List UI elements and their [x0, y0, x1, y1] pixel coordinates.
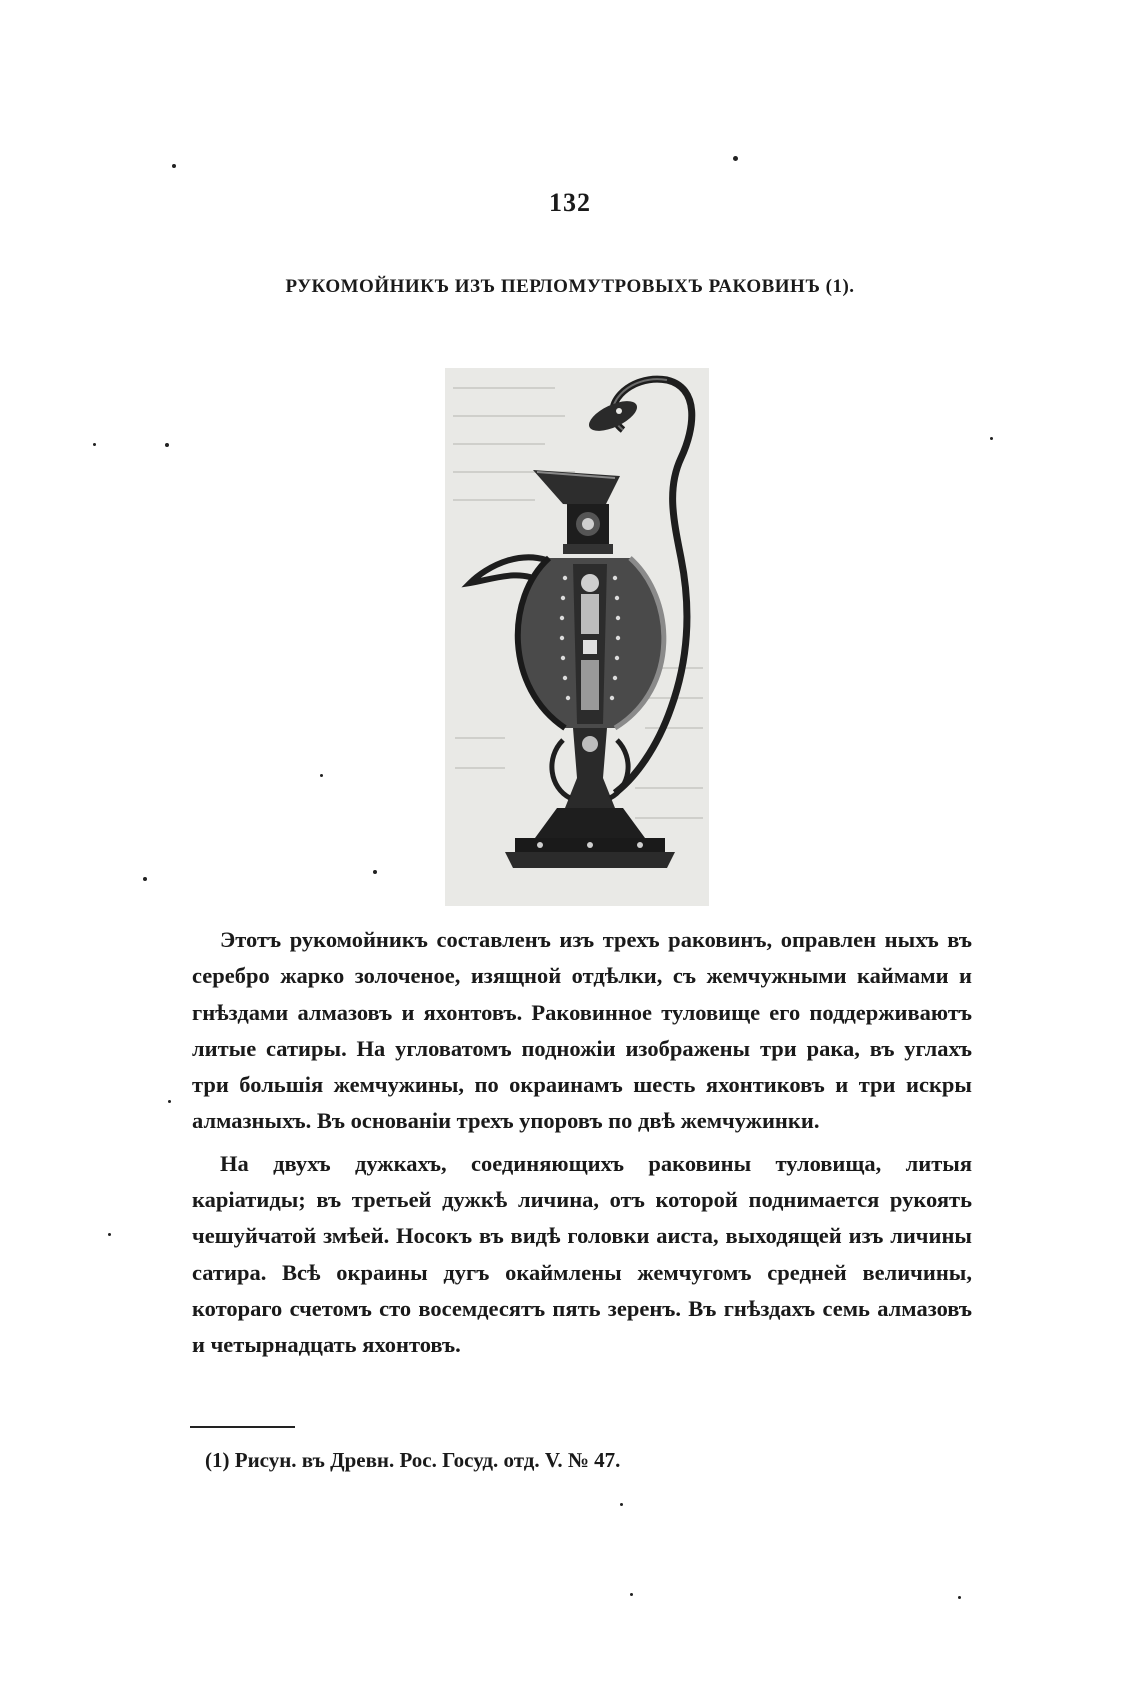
ewer-illustration: [445, 368, 709, 906]
scan-speck: [172, 164, 176, 168]
scan-speck: [620, 1503, 623, 1506]
ewer-illustration-icon: [445, 368, 709, 906]
scan-speck: [630, 1593, 633, 1596]
scan-speck: [373, 870, 377, 874]
footnote-divider: [190, 1426, 295, 1428]
page-title: РУКОМОЙНИКЪ ИЗЪ ПЕРЛОМУТРОВЫХЪ РАКОВИНЪ (1).: [285, 276, 855, 297]
scan-speck: [168, 1100, 171, 1103]
scan-speck: [990, 437, 993, 440]
scan-speck: [958, 1596, 961, 1599]
page-number: 132: [549, 188, 591, 217]
body-text: [192, 922, 972, 1370]
scan-speck: [733, 156, 738, 161]
scan-speck: [143, 877, 147, 881]
scan-speck: [93, 443, 96, 446]
scan-speck: [108, 1233, 111, 1236]
scan-speck: [320, 774, 323, 777]
footnote: (1) Рисун. въ Древн. Рос. Госуд. отд. V. № 47.: [205, 1448, 621, 1472]
scan-speck: [165, 443, 169, 447]
paragraph: На двухъ дужкахъ, соединяющихъ раковины туловища, литыя каріатиды; въ третьей дужкѣ личина, отъ которой поднимается рукоять чешуйчатой змѣей. Носокъ въ видѣ головки аиста, выходящей изъ личины сатира. Всѣ окраины дугъ окаймлены жемчугомъ средней величины, котораго счетомъ сто восемдесятъ пять зеренъ. Въ гнѣздахъ семь алмазовъ и четырнадцать яхонтовъ.: [192, 1150, 972, 1358]
paragraph: Этотъ рукомойникъ составленъ изъ трехъ раковинъ, оправлен ныхъ въ серебро жарко золоченое, изящной отдѣлки, съ жемчужными каймами и гнѣздами алмазовъ и яхонтовъ. Раковинное туловище его поддерживаютъ литые сатиры. На угловатомъ подножіи изображены три рака, въ углахъ три большія жемчужины, по окраинамъ шесть яхонтиковъ и три искры алмазныхъ. Въ основаніи трехъ упоровъ по двѣ жемчужинки.: [192, 927, 972, 1134]
